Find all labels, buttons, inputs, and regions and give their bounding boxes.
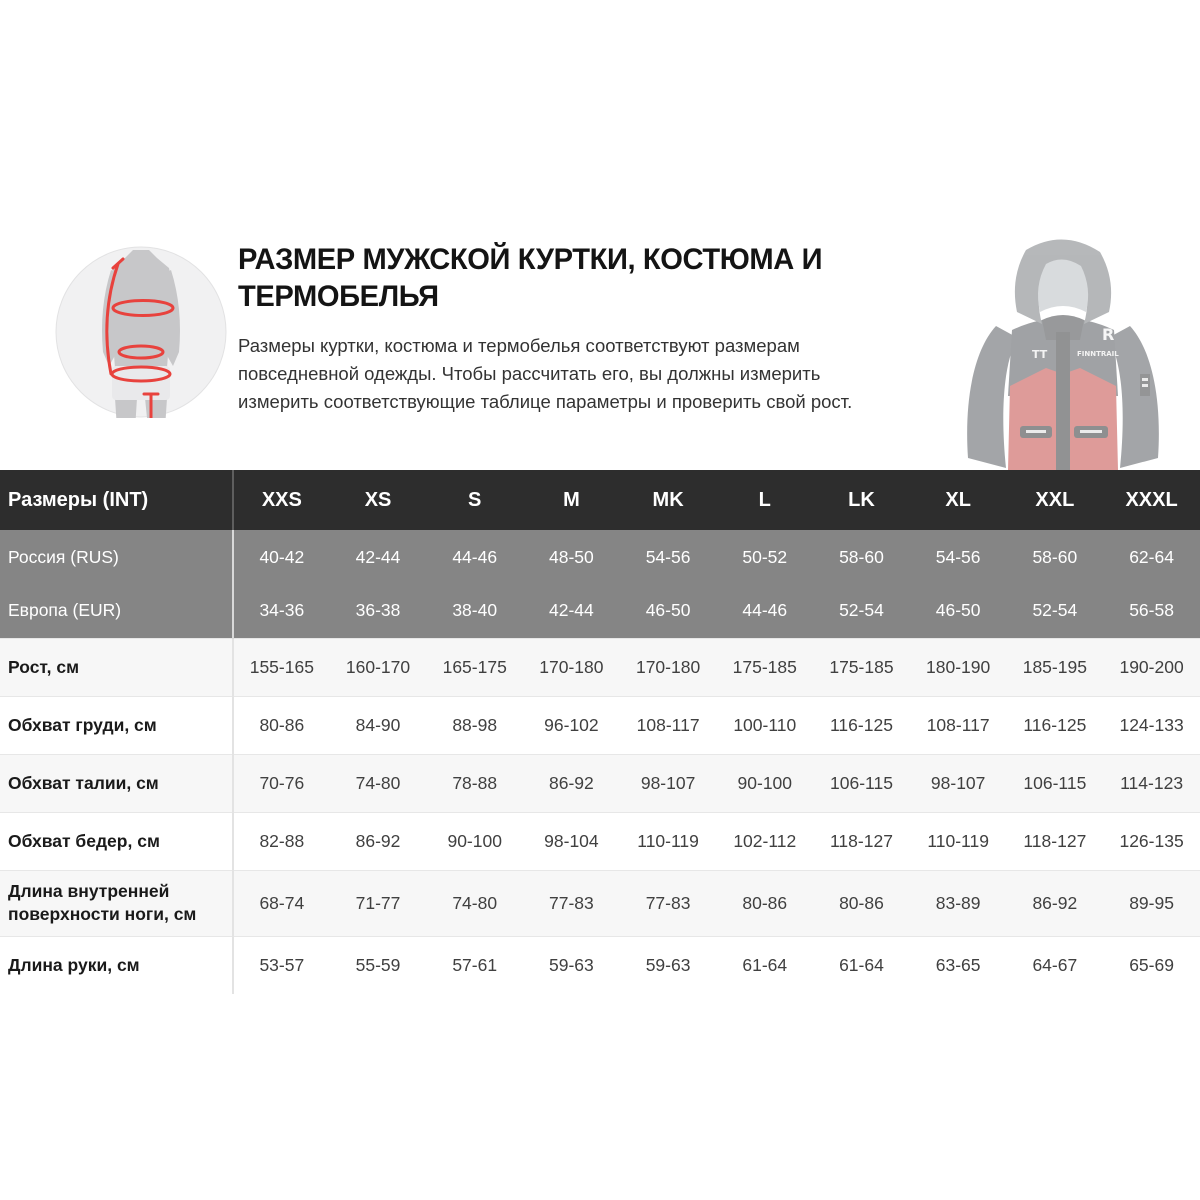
size-cell: 96-102 xyxy=(523,696,620,754)
size-cell: 110-119 xyxy=(910,812,1007,870)
body-measurement-icon-svg xyxy=(55,246,227,418)
size-cell: 40-42 xyxy=(233,530,330,584)
size-cell: 34-36 xyxy=(233,584,330,638)
size-cell: 52-54 xyxy=(1007,584,1104,638)
size-cell: 83-89 xyxy=(910,870,1007,936)
size-cell: 54-56 xyxy=(910,530,1007,584)
size-cell: 77-83 xyxy=(620,870,717,936)
column-header-l: L xyxy=(716,470,813,530)
size-cell: 86-92 xyxy=(330,812,427,870)
row-label: Обхват талии, см xyxy=(0,754,233,812)
size-cell: 54-56 xyxy=(620,530,717,584)
svg-text:R: R xyxy=(1102,325,1115,344)
size-cell: 71-77 xyxy=(330,870,427,936)
row-label: Россия (RUS) xyxy=(0,530,233,584)
size-cell: 80-86 xyxy=(813,870,910,936)
table-row xyxy=(0,754,1200,812)
size-cell: 102-112 xyxy=(716,812,813,870)
size-cell: 106-115 xyxy=(813,754,910,812)
size-cell: 114-123 xyxy=(1103,754,1200,812)
size-cell: 88-98 xyxy=(426,696,523,754)
table-row xyxy=(0,936,1200,994)
size-cell: 77-83 xyxy=(523,870,620,936)
size-cell: 165-175 xyxy=(426,638,523,696)
size-cell: 38-40 xyxy=(426,584,523,638)
size-cell: 160-170 xyxy=(330,638,427,696)
size-cell: 36-38 xyxy=(330,584,427,638)
size-cell: 80-86 xyxy=(716,870,813,936)
size-cell: 180-190 xyxy=(910,638,1007,696)
size-cell: 50-52 xyxy=(716,530,813,584)
column-header-mk: MK xyxy=(620,470,717,530)
size-cell: 44-46 xyxy=(716,584,813,638)
size-cell: 90-100 xyxy=(426,812,523,870)
size-cell: 59-63 xyxy=(523,936,620,994)
table-row xyxy=(0,696,1200,754)
column-header-xxs: XXS xyxy=(233,470,330,530)
size-cell: 82-88 xyxy=(233,812,330,870)
size-cell: 90-100 xyxy=(716,754,813,812)
size-cell: 108-117 xyxy=(910,696,1007,754)
size-cell: 70-76 xyxy=(233,754,330,812)
size-cell: 46-50 xyxy=(620,584,717,638)
size-cell: 175-185 xyxy=(813,638,910,696)
svg-text:FINNTRAIL: FINNTRAIL xyxy=(1077,350,1119,358)
row-label: Рост, см xyxy=(0,638,233,696)
size-cell: 63-65 xyxy=(910,936,1007,994)
size-cell: 126-135 xyxy=(1103,812,1200,870)
table-row xyxy=(0,638,1200,696)
size-cell: 65-69 xyxy=(1103,936,1200,994)
column-header-xxl: XXL xyxy=(1007,470,1104,530)
size-cell: 42-44 xyxy=(523,584,620,638)
column-header-xl: XL xyxy=(910,470,1007,530)
column-header-s: S xyxy=(426,470,523,530)
size-cell: 98-104 xyxy=(523,812,620,870)
table-row xyxy=(0,812,1200,870)
size-cell: 42-44 xyxy=(330,530,427,584)
size-cell: 59-63 xyxy=(620,936,717,994)
row-label: Длина руки, см xyxy=(0,936,233,994)
body-measurement-icon xyxy=(55,246,227,418)
size-table-body xyxy=(0,530,1200,994)
size-cell: 110-119 xyxy=(620,812,717,870)
column-header-lk: LK xyxy=(813,470,910,530)
size-cell: 74-80 xyxy=(426,870,523,936)
row-label: Обхват груди, см xyxy=(0,696,233,754)
size-cell: 116-125 xyxy=(813,696,910,754)
column-header-m: M xyxy=(523,470,620,530)
size-cell: 52-54 xyxy=(813,584,910,638)
row-label: Европа (EUR) xyxy=(0,584,233,638)
size-cell: 175-185 xyxy=(716,638,813,696)
table-row xyxy=(0,870,1200,936)
size-cell: 118-127 xyxy=(813,812,910,870)
table-corner-label: Размеры (INT) xyxy=(0,470,233,530)
column-header-xs: XS xyxy=(330,470,427,530)
size-cell: 86-92 xyxy=(523,754,620,812)
size-cell: 58-60 xyxy=(1007,530,1104,584)
size-cell: 116-125 xyxy=(1007,696,1104,754)
page-description: Размеры куртки, костюма и термобелья соответствуют размерам повседневной одежды. Чтобы рассчитать его, вы должны измерить измерить соответствующие таблице параметры и проверить свой рост. xyxy=(238,335,853,412)
size-cell: 84-90 xyxy=(330,696,427,754)
row-label: Обхват бедер, см xyxy=(0,812,233,870)
size-cell: 61-64 xyxy=(716,936,813,994)
size-cell: 170-180 xyxy=(620,638,717,696)
size-cell: 48-50 xyxy=(523,530,620,584)
intro-section xyxy=(238,242,938,415)
size-cell: 98-107 xyxy=(620,754,717,812)
size-cell: 55-59 xyxy=(330,936,427,994)
size-cell: 89-95 xyxy=(1103,870,1200,936)
size-cell: 190-200 xyxy=(1103,638,1200,696)
size-cell: 106-115 xyxy=(1007,754,1104,812)
size-cell: 56-58 xyxy=(1103,584,1200,638)
table-row xyxy=(0,530,1200,584)
table-row xyxy=(0,584,1200,638)
size-cell: 61-64 xyxy=(813,936,910,994)
size-cell: 80-86 xyxy=(233,696,330,754)
svg-text:TT: TT xyxy=(1032,348,1048,361)
size-cell: 68-74 xyxy=(233,870,330,936)
jacket-product-image xyxy=(934,228,1192,470)
size-cell: 108-117 xyxy=(620,696,717,754)
size-cell: 46-50 xyxy=(910,584,1007,638)
table-header-row xyxy=(0,470,1200,530)
size-cell: 155-165 xyxy=(233,638,330,696)
size-cell: 98-107 xyxy=(910,754,1007,812)
size-table xyxy=(0,470,1200,994)
size-cell: 58-60 xyxy=(813,530,910,584)
page-title: РАЗМЕР МУЖСКОЙ КУРТКИ, КОСТЮМА И ТЕРМОБЕЛЬЯ xyxy=(238,243,823,313)
size-cell: 44-46 xyxy=(426,530,523,584)
size-cell: 78-88 xyxy=(426,754,523,812)
jacket-image-svg xyxy=(934,228,1192,470)
size-cell: 64-67 xyxy=(1007,936,1104,994)
size-cell: 57-61 xyxy=(426,936,523,994)
size-cell: 74-80 xyxy=(330,754,427,812)
row-label: Длина внутренней поверхности ноги, см xyxy=(0,870,233,936)
size-cell: 124-133 xyxy=(1103,696,1200,754)
size-cell: 185-195 xyxy=(1007,638,1104,696)
size-cell: 62-64 xyxy=(1103,530,1200,584)
size-cell: 170-180 xyxy=(523,638,620,696)
size-cell: 53-57 xyxy=(233,936,330,994)
size-cell: 86-92 xyxy=(1007,870,1104,936)
size-cell: 100-110 xyxy=(716,696,813,754)
column-header-xxxl: XXXL xyxy=(1103,470,1200,530)
size-cell: 118-127 xyxy=(1007,812,1104,870)
